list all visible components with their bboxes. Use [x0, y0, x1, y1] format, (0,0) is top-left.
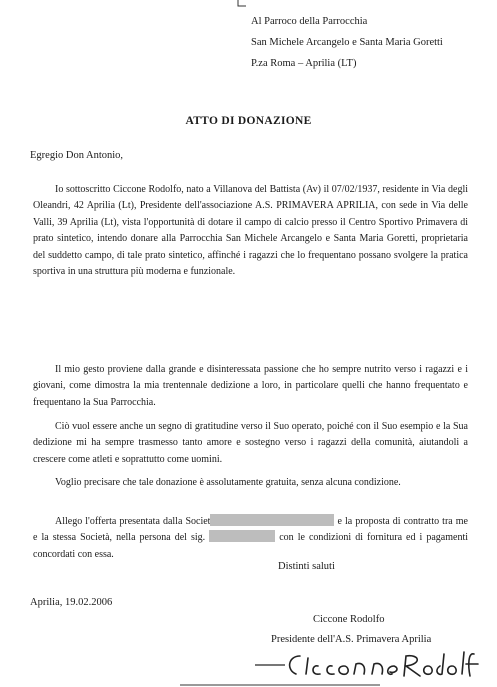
recipient-address: [251, 11, 443, 74]
closing-salutation: Distinti saluti: [278, 561, 335, 572]
redacted-person-name: [209, 530, 275, 542]
redacted-company-name: [210, 514, 334, 526]
scan-edge-line: [180, 684, 380, 686]
paragraph-5-part-2: e la proposta di contratto tra me e la stessa Società, nella persona del sig.: [33, 516, 468, 544]
paragraph-2: Il mio gesto proviene dalla grande e disinteressata passione che ho sempre nutrito verso i ragazzi e i giovani, come dimostra la mia trentennale dedizione a loro, in particolare quelli che hanno frequentato e frequentano la Sua Parrocchia.: [33, 364, 468, 408]
place-and-date: Aprilia, 19.02.2006: [30, 597, 113, 608]
paragraph-1: Io sottoscritto Ciccone Rodolfo, nato a Villanova del Battista (Av) il 07/02/1937, residente in Via degli Oleandri, 42 Aprilia (Lt), Presidente dell'associazione A.S. PRIMAVERA APRILIA, con sede in Via delle Valli, 39 Aprilia (Lt), vista l'opportunità di dotare il campo di calcio presso il Centro Sportivo Primavera di prato sintetico, intendo donare alla Parrocchia San Michele Arcangelo e Santa Maria Goretti, proprietaria del suddetto campo, di tale prato sintetico, affinché i ragazzi che lo frequentano possano svolgere la pratica sportiva in una struttura più moderna e funzionale.: [33, 184, 468, 278]
signatory-role: Presidente dell'A.S. Primavera Aprilia: [271, 634, 432, 645]
paragraph-5-part-1: Allego l'offerta presentata dalla Societ: [55, 516, 211, 527]
handwritten-signature: [282, 646, 482, 686]
greeting: Egregio Don Antonio,: [30, 150, 124, 161]
recipient-line-3: P.za Roma – Aprilia (LT): [251, 58, 357, 69]
scan-artifact-mark: [236, 0, 248, 10]
paragraph-5: [33, 514, 468, 563]
document-title: ATTO DI DONAZIONE: [185, 115, 312, 127]
paragraph-3: Ciò vuol essere anche un segno di gratitudine verso il Suo operato, poiché con il Suo esempio e la Sua dedizione mi ha sempre trasmesso tanto amore e sostegno verso i ragazzi della comunità, aiutandoli a crescere come atleti e soprattutto come uomini.: [33, 421, 468, 465]
recipient-line-2: San Michele Arcangelo e Santa Maria Goretti: [251, 37, 443, 48]
recipient-line-1: Al Parroco della Parrocchia: [251, 16, 368, 27]
signature-stroke: [255, 664, 285, 666]
paragraph-5-part-3: con le condizioni di fornitura ed i pagamenti concordati con essa.: [33, 532, 468, 560]
paragraph-4: Voglio precisare che tale donazione è assolutamente gratuita, senza alcuna condizione.: [55, 477, 401, 488]
signatory-name: Ciccone Rodolfo: [313, 614, 385, 625]
